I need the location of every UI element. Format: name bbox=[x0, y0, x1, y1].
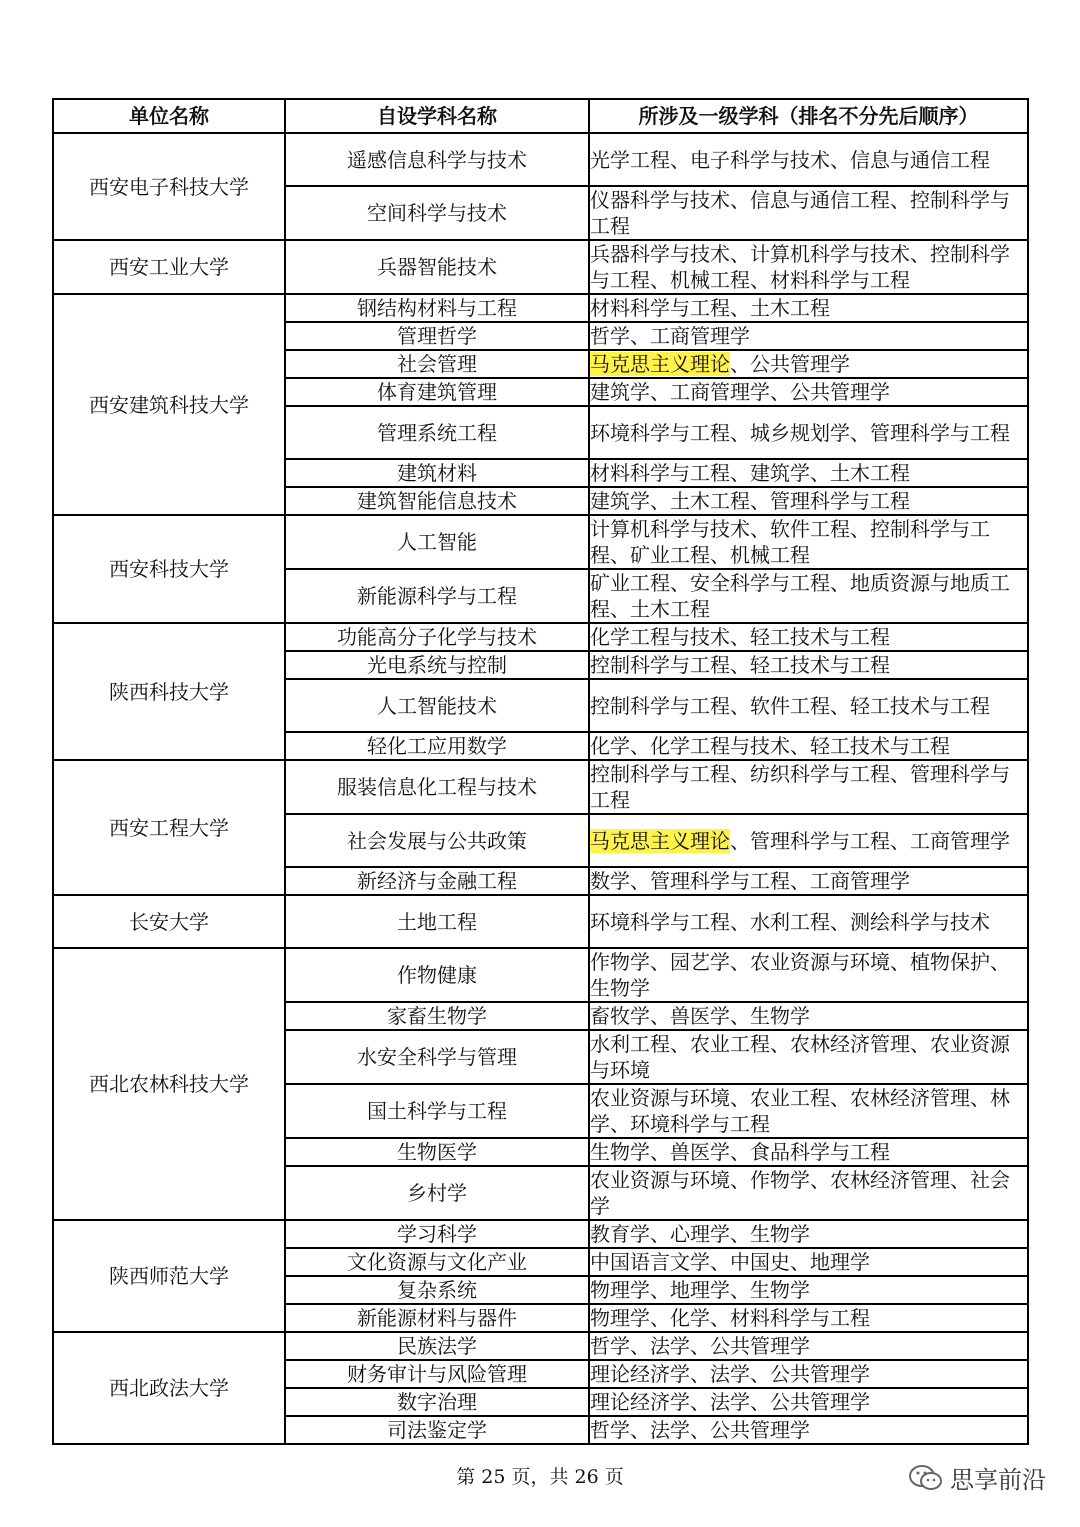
discipline-text: 光学工程、电子科学与技术、信息与通信工程 bbox=[590, 147, 990, 172]
discipline-text: 哲学、法学、公共管理学 bbox=[590, 1418, 810, 1442]
discipline-text: 兵器科学与技术、计算机科学与技术、控制科学与工程、机械工程、材料科学与工程 bbox=[590, 242, 1010, 292]
disciplines-cell bbox=[589, 487, 1028, 515]
disciplines-cell bbox=[589, 515, 1028, 569]
discipline-text: 控制科学与工程、轻工技术与工程 bbox=[590, 653, 890, 677]
disciplines-cell bbox=[589, 240, 1028, 294]
wechat-icon bbox=[908, 1463, 944, 1493]
subject-name-cell: 民族法学 bbox=[285, 1332, 589, 1360]
header-unit: 单位名称 bbox=[53, 99, 285, 133]
disciplines-cell bbox=[589, 1276, 1028, 1304]
table-row bbox=[53, 760, 1028, 814]
header-subject: 自设学科名称 bbox=[285, 99, 589, 133]
disciplines-cell bbox=[589, 350, 1028, 378]
discipline-text: 数学、管理科学与工程、工商管理学 bbox=[590, 869, 910, 893]
table-header-row bbox=[53, 99, 1028, 133]
unit-name-cell: 西安建筑科技大学 bbox=[53, 294, 285, 515]
discipline-text: 材料科学与工程、建筑学、土木工程 bbox=[590, 461, 910, 485]
subject-name-cell: 水安全科学与管理 bbox=[285, 1030, 589, 1084]
disciplines-cell bbox=[589, 760, 1028, 814]
disciplines-cell bbox=[589, 1360, 1028, 1388]
subject-name-cell: 新能源科学与工程 bbox=[285, 569, 589, 623]
table-row bbox=[53, 240, 1028, 294]
subject-name-cell: 数字治理 bbox=[285, 1388, 589, 1416]
discipline-text: 作物学、园艺学、农业资源与环境、植物保护、生物学 bbox=[590, 950, 1010, 1000]
subject-name-cell: 作物健康 bbox=[285, 948, 589, 1002]
subject-name-cell: 建筑智能信息技术 bbox=[285, 487, 589, 515]
subject-name-cell: 复杂系统 bbox=[285, 1276, 589, 1304]
discipline-text: 建筑学、工商管理学、公共管理学 bbox=[590, 380, 890, 404]
subject-name-cell: 兵器智能技术 bbox=[285, 240, 589, 294]
subject-name-cell: 新能源材料与器件 bbox=[285, 1304, 589, 1332]
subject-table bbox=[52, 98, 1029, 1445]
watermark-text: 思享前沿 bbox=[950, 1466, 1046, 1494]
discipline-text: 矿业工程、安全科学与工程、地质资源与地质工程、土木工程 bbox=[590, 571, 1010, 621]
discipline-text: 中国语言文学、中国史、地理学 bbox=[590, 1250, 870, 1274]
disciplines-cell bbox=[589, 186, 1028, 240]
subject-name-cell: 乡村学 bbox=[285, 1166, 589, 1220]
disciplines-cell bbox=[589, 623, 1028, 651]
subject-name-cell: 管理哲学 bbox=[285, 322, 589, 350]
subject-name-cell: 空间科学与技术 bbox=[285, 186, 589, 240]
unit-name-cell: 长安大学 bbox=[53, 895, 285, 948]
disciplines-cell bbox=[589, 1220, 1028, 1248]
table-row bbox=[53, 515, 1028, 569]
discipline-text: 仪器科学与技术、信息与通信工程、控制科学与工程 bbox=[590, 188, 1010, 238]
subject-name-cell: 学习科学 bbox=[285, 1220, 589, 1248]
disciplines-cell bbox=[589, 1248, 1028, 1276]
subject-name-cell: 遥感信息科学与技术 bbox=[285, 133, 589, 186]
disciplines-cell bbox=[589, 569, 1028, 623]
discipline-text: 理论经济学、法学、公共管理学 bbox=[590, 1362, 870, 1386]
subject-name-cell: 光电系统与控制 bbox=[285, 651, 589, 679]
discipline-text: 环境科学与工程、城乡规划学、管理科学与工程 bbox=[590, 420, 1010, 445]
subject-name-cell: 新经济与金融工程 bbox=[285, 867, 589, 895]
disciplines-cell bbox=[589, 1416, 1028, 1444]
table-row bbox=[53, 1332, 1028, 1360]
disciplines-cell bbox=[589, 322, 1028, 350]
table-row bbox=[53, 1220, 1028, 1248]
discipline-text: 控制科学与工程、纺织科学与工程、管理科学与工程 bbox=[590, 762, 1010, 812]
subject-name-cell: 文化资源与文化产业 bbox=[285, 1248, 589, 1276]
discipline-text: 材料科学与工程、土木工程 bbox=[590, 296, 830, 320]
table-row bbox=[53, 294, 1028, 322]
discipline-text: 畜牧学、兽医学、生物学 bbox=[590, 1004, 810, 1028]
subject-name-cell: 钢结构材料与工程 bbox=[285, 294, 589, 322]
disciplines-cell bbox=[589, 679, 1028, 732]
disciplines-cell bbox=[589, 1002, 1028, 1030]
highlighted-discipline: 马克思主义理论 bbox=[590, 352, 730, 376]
disciplines-cell bbox=[589, 948, 1028, 1002]
discipline-text: 生物学、兽医学、食品科学与工程 bbox=[590, 1140, 890, 1164]
subject-name-cell: 社会发展与公共政策 bbox=[285, 814, 589, 867]
discipline-text: 、公共管理学 bbox=[730, 352, 850, 376]
disciplines-cell bbox=[589, 294, 1028, 322]
disciplines-cell bbox=[589, 895, 1028, 948]
subject-name-cell: 土地工程 bbox=[285, 895, 589, 948]
unit-name-cell: 陕西师范大学 bbox=[53, 1220, 285, 1332]
table-row bbox=[53, 623, 1028, 651]
disciplines-cell bbox=[589, 459, 1028, 487]
unit-name-cell: 西安工业大学 bbox=[53, 240, 285, 294]
subject-name-cell: 服装信息化工程与技术 bbox=[285, 760, 589, 814]
unit-name-cell: 陕西科技大学 bbox=[53, 623, 285, 760]
discipline-text: 哲学、工商管理学 bbox=[590, 324, 750, 348]
subject-name-cell: 财务审计与风险管理 bbox=[285, 1360, 589, 1388]
highlighted-discipline: 马克思主义理论 bbox=[590, 828, 730, 853]
discipline-text: 化学、化学工程与技术、轻工技术与工程 bbox=[590, 734, 950, 758]
disciplines-cell bbox=[589, 1166, 1028, 1220]
disciplines-cell bbox=[589, 651, 1028, 679]
discipline-text: 水利工程、农业工程、农林经济管理、农业资源与环境 bbox=[590, 1032, 1010, 1082]
disciplines-cell bbox=[589, 1332, 1028, 1360]
subject-name-cell: 管理系统工程 bbox=[285, 406, 589, 459]
unit-name-cell: 西北政法大学 bbox=[53, 1332, 285, 1444]
disciplines-cell bbox=[589, 1138, 1028, 1166]
discipline-text: 、管理科学与工程、工商管理学 bbox=[730, 828, 1010, 853]
disciplines-cell bbox=[589, 378, 1028, 406]
discipline-text: 建筑学、土木工程、管理科学与工程 bbox=[590, 489, 910, 513]
subject-name-cell: 国土科学与工程 bbox=[285, 1084, 589, 1138]
subject-name-cell: 人工智能技术 bbox=[285, 679, 589, 732]
discipline-text: 哲学、法学、公共管理学 bbox=[590, 1334, 810, 1358]
disciplines-cell bbox=[589, 1084, 1028, 1138]
unit-name-cell: 西北农林科技大学 bbox=[53, 948, 285, 1220]
discipline-text: 物理学、地理学、生物学 bbox=[590, 1278, 810, 1302]
subject-name-cell: 功能高分子化学与技术 bbox=[285, 623, 589, 651]
disciplines-cell bbox=[589, 1304, 1028, 1332]
discipline-text: 计算机科学与技术、软件工程、控制科学与工程、矿业工程、机械工程 bbox=[590, 517, 990, 567]
disciplines-cell bbox=[589, 867, 1028, 895]
disciplines-cell bbox=[589, 133, 1028, 186]
subject-name-cell: 生物医学 bbox=[285, 1138, 589, 1166]
header-disciplines: 所涉及一级学科（排名不分先后顺序） bbox=[589, 99, 1028, 133]
unit-name-cell: 西安工程大学 bbox=[53, 760, 285, 895]
subject-name-cell: 轻化工应用数学 bbox=[285, 732, 589, 760]
discipline-text: 理论经济学、法学、公共管理学 bbox=[590, 1390, 870, 1414]
disciplines-cell bbox=[589, 1030, 1028, 1084]
disciplines-cell bbox=[589, 732, 1028, 760]
discipline-text: 农业资源与环境、作物学、农林经济管理、社会学 bbox=[590, 1168, 1010, 1218]
discipline-text: 教育学、心理学、生物学 bbox=[590, 1222, 810, 1246]
discipline-text: 农业资源与环境、农业工程、农林经济管理、林学、环境科学与工程 bbox=[590, 1086, 1010, 1136]
subject-name-cell: 社会管理 bbox=[285, 350, 589, 378]
table-row bbox=[53, 895, 1028, 948]
disciplines-cell bbox=[589, 814, 1028, 867]
disciplines-cell bbox=[589, 406, 1028, 459]
discipline-text: 控制科学与工程、软件工程、轻工技术与工程 bbox=[590, 693, 990, 718]
table-row bbox=[53, 133, 1028, 186]
discipline-text: 化学工程与技术、轻工技术与工程 bbox=[590, 625, 890, 649]
subject-name-cell: 司法鉴定学 bbox=[285, 1416, 589, 1444]
watermark bbox=[908, 1460, 1046, 1495]
subject-name-cell: 体育建筑管理 bbox=[285, 378, 589, 406]
unit-name-cell: 西安电子科技大学 bbox=[53, 133, 285, 240]
discipline-text: 环境科学与工程、水利工程、测绘科学与技术 bbox=[590, 909, 990, 934]
subject-name-cell: 家畜生物学 bbox=[285, 1002, 589, 1030]
unit-name-cell: 西安科技大学 bbox=[53, 515, 285, 623]
subject-name-cell: 建筑材料 bbox=[285, 459, 589, 487]
page-number: 第 25 页，共 26 页 bbox=[456, 1466, 624, 1488]
discipline-text: 物理学、化学、材料科学与工程 bbox=[590, 1306, 870, 1330]
disciplines-cell bbox=[589, 1388, 1028, 1416]
table-row bbox=[53, 948, 1028, 1002]
subject-name-cell: 人工智能 bbox=[285, 515, 589, 569]
